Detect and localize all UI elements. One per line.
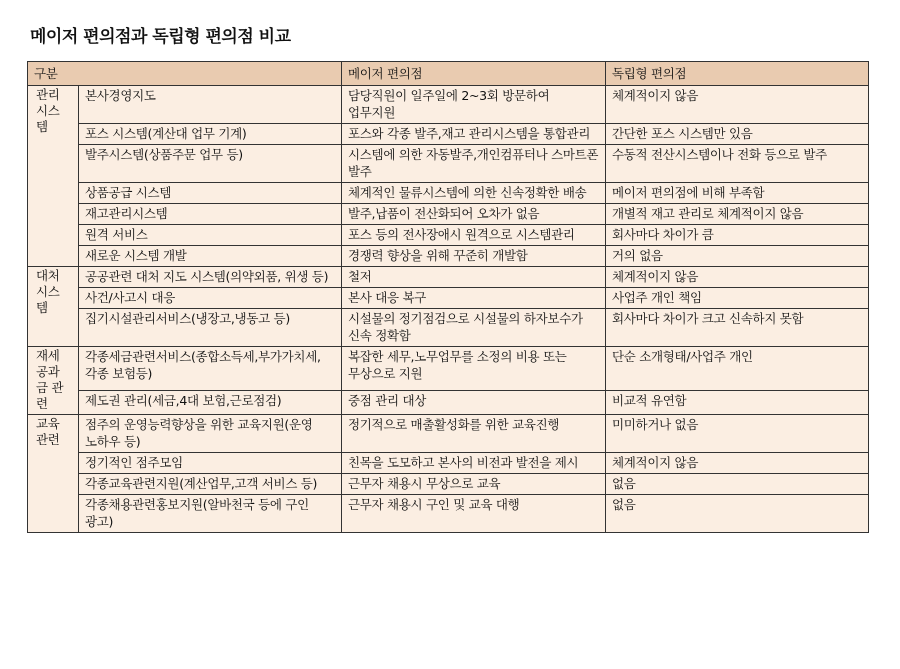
- item-cell: 집기시설관리서비스(냉장고,냉동고 등): [79, 309, 342, 347]
- item-cell: 발주시스템(상품주문 업무 등): [79, 145, 342, 183]
- major-store-cell: 담당직원이 일주일에 2~3회 방문하여 업무지원: [342, 86, 606, 124]
- item-cell: 각종세금관련서비스(종합소득세,부가가치세,각종 보험등): [79, 347, 342, 391]
- item-cell: 상품공급 시스템: [79, 183, 342, 204]
- table-row: [28, 267, 869, 288]
- item-cell: 공공관련 대처 지도 시스템(의약외품, 위생 등): [79, 267, 342, 288]
- major-store-cell: 본사 대응 복구: [342, 288, 606, 309]
- table-row: [28, 415, 869, 453]
- independent-store-cell: 회사마다 차이가 큼: [606, 225, 869, 246]
- independent-store-cell: 미미하거나 없음: [606, 415, 869, 453]
- item-cell: 각종교육관련지원(계산업무,고객 서비스 등): [79, 474, 342, 495]
- major-store-cell: 복잡한 세무,노무업무를 소정의 비용 또는 무상으로 지원: [342, 347, 606, 391]
- item-cell: 각종채용관련홍보지원(알바천국 등에 구인 광고): [79, 495, 342, 533]
- item-cell: 점주의 운영능력향상을 위한 교육지원(운영 노하우 등): [79, 415, 342, 453]
- header-independent-store: 독립형 편의점: [606, 62, 869, 86]
- table-row: [28, 204, 869, 225]
- table-body: [28, 86, 869, 533]
- independent-store-cell: 체계적이지 않음: [606, 453, 869, 474]
- major-store-cell: 경쟁력 향상을 위해 꾸준히 개발함: [342, 246, 606, 267]
- table-row: [28, 246, 869, 267]
- independent-store-cell: 수동적 전산시스템이나 전화 등으로 발주: [606, 145, 869, 183]
- major-store-cell: 근무자 채용시 무상으로 교육: [342, 474, 606, 495]
- independent-store-cell: 사업주 개인 책임: [606, 288, 869, 309]
- document-title: 메이저 편의점과 독립형 편의점 비교: [30, 27, 291, 47]
- major-store-cell: 시스템에 의한 자동발주,개인컴퓨터나 스마트폰 발주: [342, 145, 606, 183]
- comparison-table: [27, 61, 869, 533]
- header-major-store: 메이저 편의점: [342, 62, 606, 86]
- table-header: [28, 62, 869, 86]
- independent-store-cell: 간단한 포스 시스템만 있음: [606, 124, 869, 145]
- item-cell: 제도권 관리(세금,4대 보험,근로점검): [79, 390, 342, 414]
- major-store-cell: 발주,납품이 전산화되어 오차가 없음: [342, 204, 606, 225]
- major-store-cell: 포스 등의 전사장애시 원격으로 시스템관리: [342, 225, 606, 246]
- item-cell: 재고관리시스템: [79, 204, 342, 225]
- major-store-cell: 친목을 도모하고 본사의 비전과 발전을 제시: [342, 453, 606, 474]
- major-store-cell: 정기적으로 매출활성화를 위한 교육진행: [342, 415, 606, 453]
- independent-store-cell: 회사마다 차이가 크고 신속하지 못함: [606, 309, 869, 347]
- table-row: [28, 474, 869, 495]
- major-store-cell: 시설물의 정기점검으로 시설물의 하자보수가 신속 정확함: [342, 309, 606, 347]
- independent-store-cell: 체계적이지 않음: [606, 267, 869, 288]
- independent-store-cell: 단순 소개형태/사업주 개인: [606, 347, 869, 391]
- table-row: [28, 124, 869, 145]
- independent-store-cell: 비교적 유연함: [606, 390, 869, 414]
- group-label: 교육 관련: [28, 415, 79, 533]
- table-row: [28, 288, 869, 309]
- group-label: 관리 시스 템: [28, 86, 79, 267]
- table-row: [28, 453, 869, 474]
- table-row: [28, 86, 869, 124]
- item-cell: 새로운 시스템 개발: [79, 246, 342, 267]
- table-row: [28, 347, 869, 391]
- table-row: [28, 225, 869, 246]
- table-row: [28, 309, 869, 347]
- independent-store-cell: 없음: [606, 495, 869, 533]
- independent-store-cell: 거의 없음: [606, 246, 869, 267]
- major-store-cell: 체계적인 물류시스템에 의한 신속정확한 배송: [342, 183, 606, 204]
- major-store-cell: 중점 관리 대상: [342, 390, 606, 414]
- major-store-cell: 포스와 각종 발주,재고 관리시스템을 통합관리: [342, 124, 606, 145]
- item-cell: 사건/사고시 대응: [79, 288, 342, 309]
- table-row: [28, 145, 869, 183]
- independent-store-cell: 메이저 편의점에 비해 부족함: [606, 183, 869, 204]
- group-label: 재세 공과 금 관 련: [28, 347, 79, 415]
- item-cell: 원격 서비스: [79, 225, 342, 246]
- item-cell: 포스 시스템(계산대 업무 기계): [79, 124, 342, 145]
- header-row: [28, 62, 869, 86]
- item-cell: 정기적인 점주모임: [79, 453, 342, 474]
- table-row: [28, 390, 869, 414]
- independent-store-cell: 없음: [606, 474, 869, 495]
- item-cell: 본사경영지도: [79, 86, 342, 124]
- table-row: [28, 495, 869, 533]
- major-store-cell: 철저: [342, 267, 606, 288]
- major-store-cell: 근무자 채용시 구인 및 교육 대행: [342, 495, 606, 533]
- group-label: 대처 시스 템: [28, 267, 79, 347]
- independent-store-cell: 개별적 재고 관리로 체계적이지 않음: [606, 204, 869, 225]
- header-category: 구분: [28, 62, 342, 86]
- table-row: [28, 183, 869, 204]
- independent-store-cell: 체계적이지 않음: [606, 86, 869, 124]
